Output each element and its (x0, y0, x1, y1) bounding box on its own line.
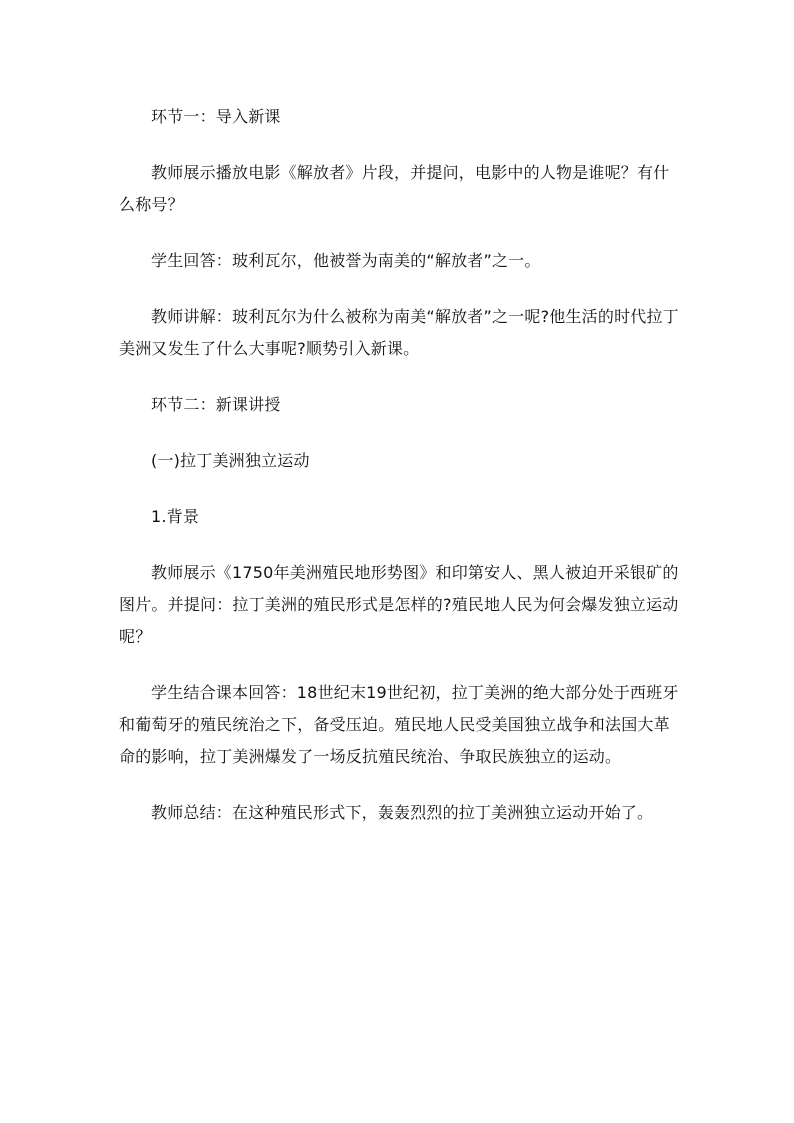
paragraph-teacher-summary: 教师总结：在这种殖民形式下，轰轰烈烈的拉丁美洲独立运动开始了。 (151, 803, 654, 822)
section-heading-new-lesson: 环节二：新课讲授 (151, 395, 281, 414)
subsection-heading-independence: (一)拉丁美洲独立运动 (151, 451, 310, 470)
paragraph-teacher-explanation: 教师讲解：玻利瓦尔为什么被称为南美“解放者”之一呢?他生活的时代拉丁美洲又发生了什么大事呢?顺势引入新课。 (119, 307, 679, 358)
paragraph-student-textbook-answer: 学生结合课本回答：18世纪末19世纪初，拉丁美洲的绝大部分处于西班牙和葡萄牙的殖民统治之下，备受压迫。殖民地人民受美国独立战争和法国大革命的影响，拉丁美洲爆发了一场反抗殖民统治、争取民族独立的运动。 (119, 683, 679, 766)
paragraph-student-answer: 学生回答：玻利瓦尔，他被誉为南美的“解放者”之一。 (151, 251, 541, 270)
paragraph-teacher-map: 教师展示《1750年美洲殖民地形势图》和印第安人、黑人被迫开采银矿的图片。并提问：拉丁美洲的殖民形式是怎样的?殖民地人民为何会爆发独立运动呢？ (119, 563, 679, 646)
section-heading-intro: 环节一：导入新课 (151, 107, 281, 126)
paragraph-teacher-video: 教师展示播放电影《解放者》片段，并提问，电影中的人物是谁呢？有什么称号？ (119, 163, 670, 214)
subsection-heading-background: 1.背景 (151, 507, 200, 526)
document-body (119, 101, 679, 829)
